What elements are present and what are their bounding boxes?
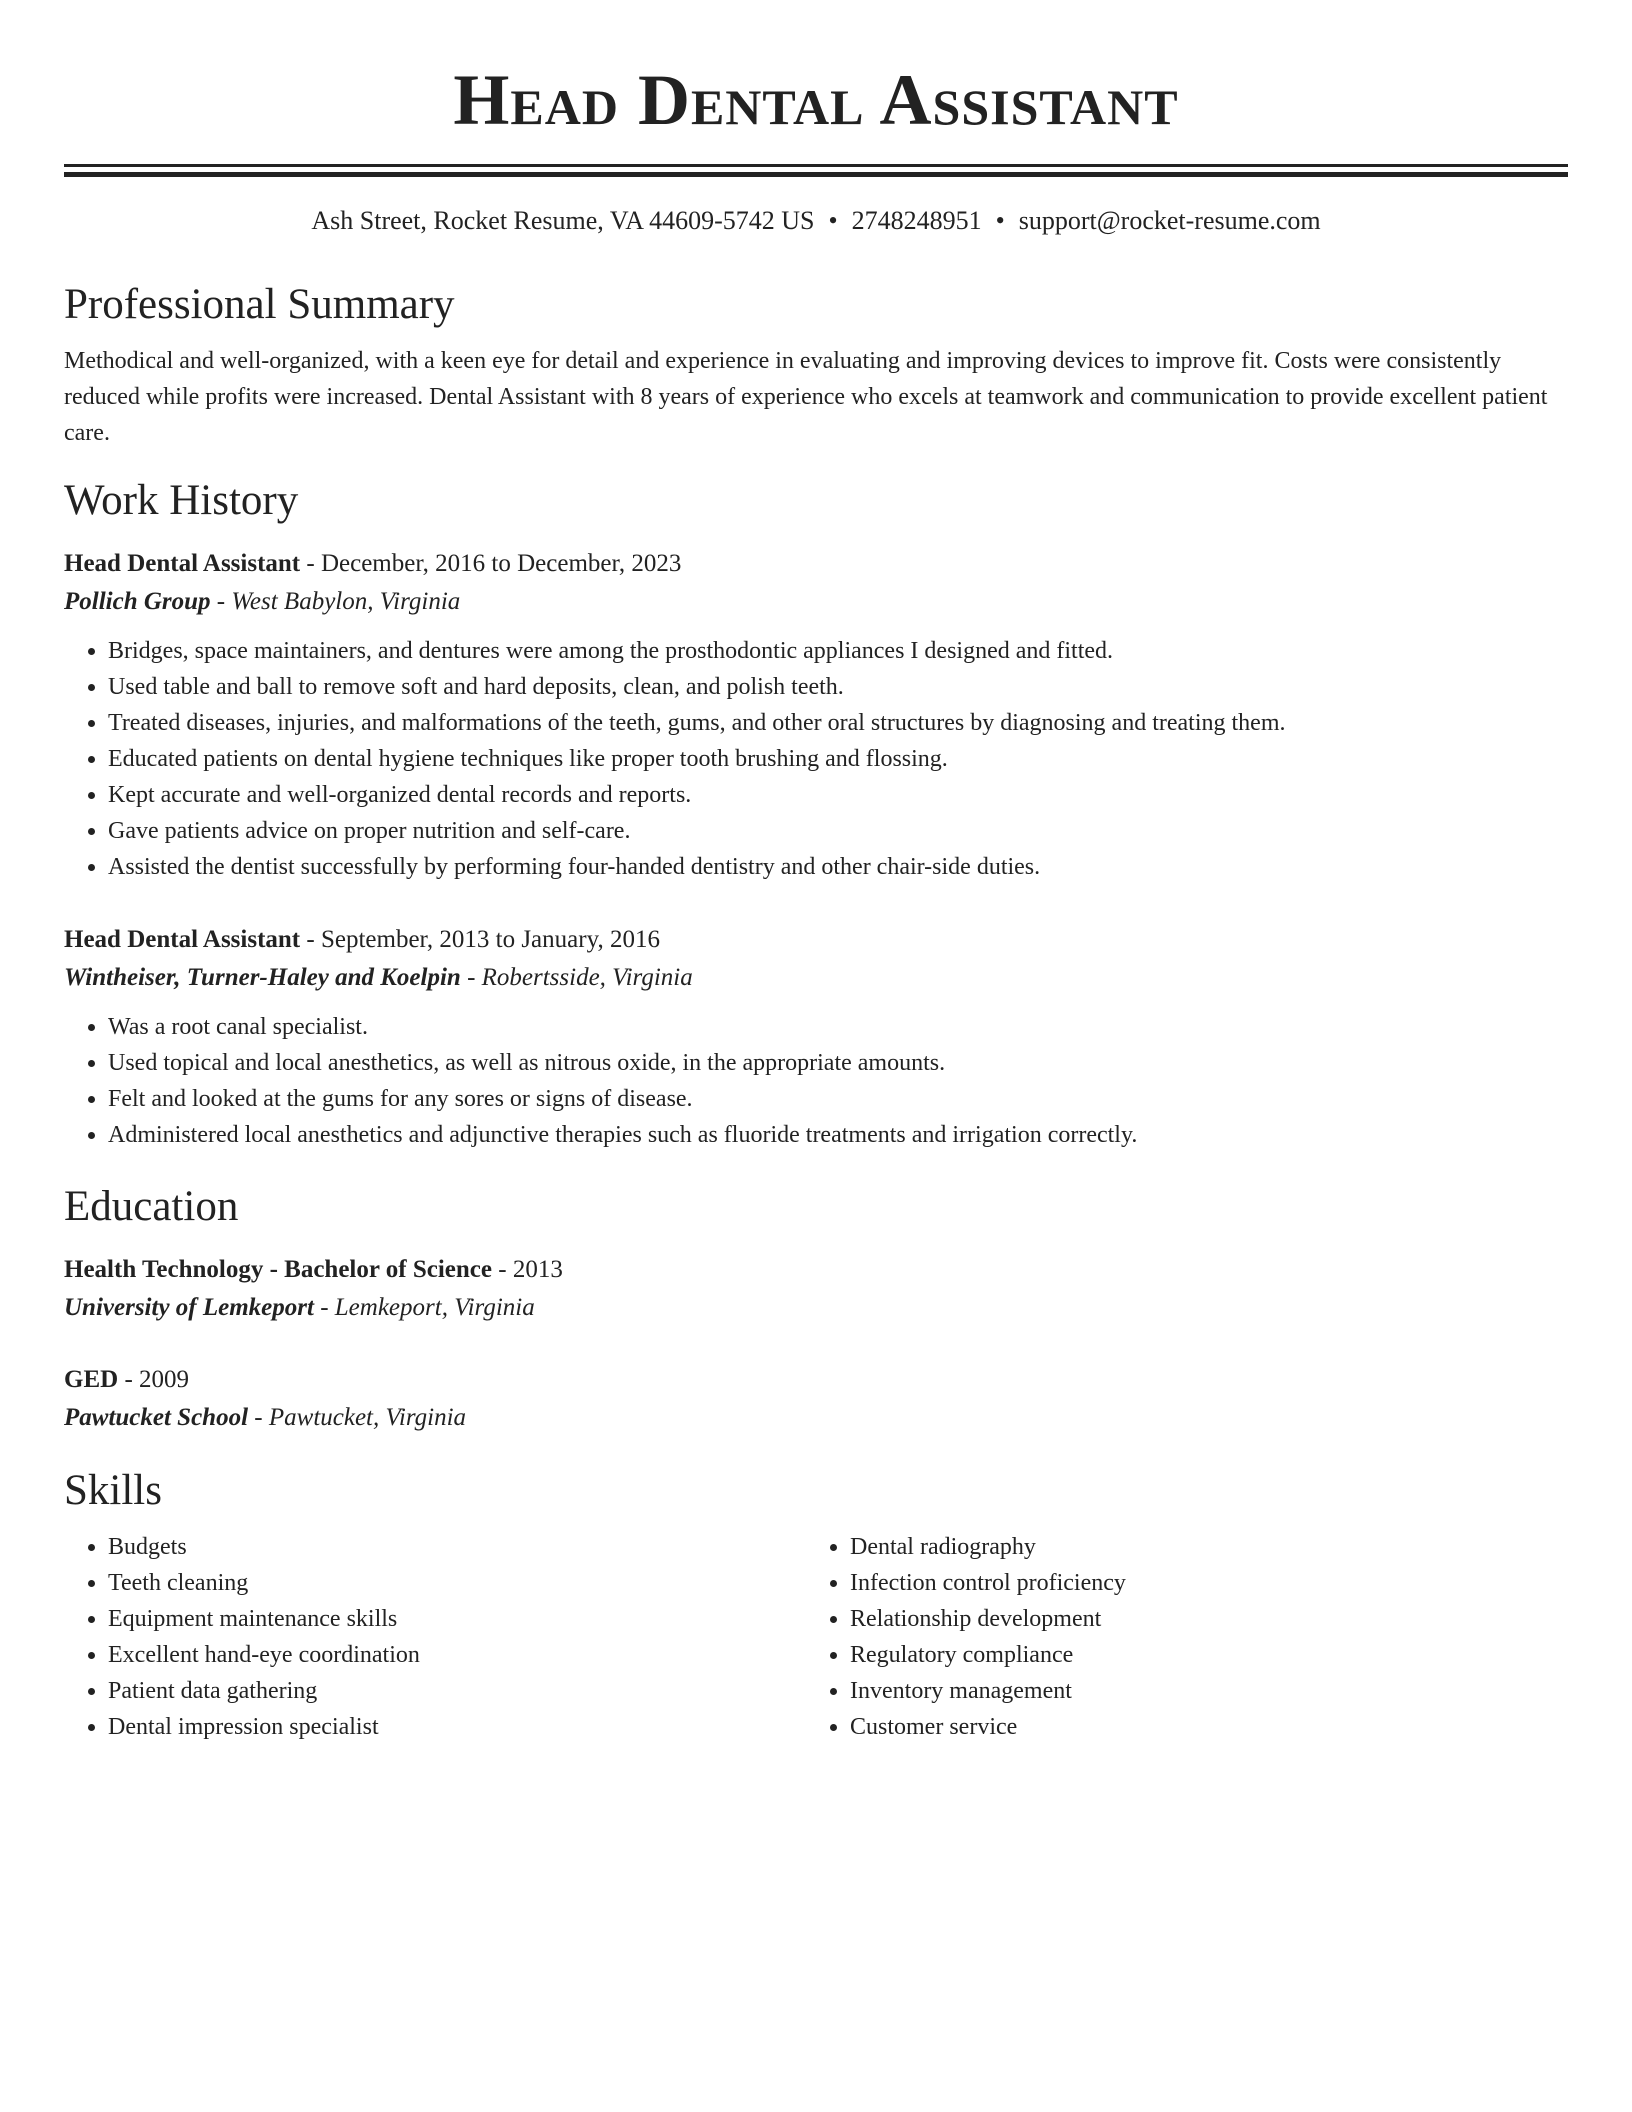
list-item: • Assisted the dentist successfully by performing four-handed dentistry and other chair-side duties. — [108, 849, 1568, 885]
resume-page — [64, 0, 1568, 1745]
skill-item: • Teeth cleaning — [108, 1565, 806, 1601]
job-location: - Robertsside, Virginia — [460, 964, 693, 991]
job-company-line — [64, 583, 1568, 621]
education-school-line — [64, 1399, 1568, 1437]
list-item: • Used table and ball to remove soft and hard deposits, clean, and polish teeth. — [108, 669, 1568, 705]
job-bullets — [64, 633, 1568, 885]
job-title-line — [64, 921, 1568, 959]
contact-email: support@rocket-resume.com — [1018, 206, 1321, 235]
education-degree: Health Technology - Bachelor of Science — [64, 1256, 492, 1283]
skill-item: • Budgets — [108, 1529, 806, 1565]
job-company: Pollich Group — [64, 588, 211, 615]
contact-separator: • — [995, 206, 1005, 235]
skill-item: • Dental impression specialist — [108, 1709, 806, 1745]
skills-grid — [64, 1529, 1568, 1745]
list-item: • Bridges, space maintainers, and dentures were among the prosthodontic appliances I designed and fitted. — [108, 633, 1568, 669]
list-item: • Felt and looked at the gums for any sores or signs of disease. — [108, 1081, 1568, 1117]
education-degree: GED — [64, 1366, 119, 1393]
contact-phone: 2748248951 — [851, 206, 982, 235]
title-rule-top — [64, 164, 1568, 167]
work-history-heading: Work History — [64, 477, 299, 524]
job-title-line — [64, 545, 1568, 583]
job-bullets — [64, 1009, 1568, 1153]
education-entry — [64, 1361, 1568, 1437]
summary-text: Methodical and well-organized, with a keen eye for detail and experience in evaluating and improving devices to improve fit. Costs were consistently reduced while profits were increased. Dental Assistant with 8 years of experience who excels at teamwork and communication to provide excellent patient care. — [64, 348, 1548, 446]
education-degree-line — [64, 1251, 1568, 1289]
skill-item: • Equipment maintenance skills — [108, 1601, 806, 1637]
job-entry — [64, 545, 1568, 885]
skill-item: • Dental radiography — [850, 1529, 1548, 1565]
skills-column-left — [64, 1529, 806, 1745]
job-title: Head Dental Assistant — [64, 550, 301, 577]
job-location: - West Babylon, Virginia — [210, 588, 461, 615]
education-school: Pawtucket School — [64, 1404, 249, 1431]
job-company-line — [64, 959, 1568, 997]
education-entry — [64, 1251, 1568, 1327]
education-school: University of Lemkeport — [64, 1294, 314, 1321]
skill-item: • Regulatory compliance — [850, 1637, 1548, 1673]
skills-column-right — [806, 1529, 1548, 1745]
education-location: - Lemkeport, Virginia — [313, 1294, 535, 1321]
job-entry — [64, 921, 1568, 1153]
resume-title: Head Dental Assistant — [453, 60, 1179, 140]
list-item: • Kept accurate and well-organized dental records and reports. — [108, 777, 1568, 813]
education-year: - 2013 — [492, 1256, 563, 1283]
list-item: • Was a root canal specialist. — [108, 1009, 1568, 1045]
title-rule-bottom — [64, 172, 1568, 177]
education-degree-line — [64, 1361, 1568, 1399]
job-dates: - September, 2013 to January, 2016 — [300, 926, 660, 953]
job-title: Head Dental Assistant — [64, 926, 301, 953]
job-dates: - December, 2016 to December, 2023 — [300, 550, 682, 577]
education-year: - 2009 — [118, 1366, 190, 1393]
list-item: • Gave patients advice on proper nutrition and self-care. — [108, 813, 1568, 849]
education-school-line — [64, 1289, 1568, 1327]
summary-heading: Professional Summary — [64, 281, 455, 328]
skill-item: • Customer service — [850, 1709, 1548, 1745]
job-company: Wintheiser, Turner-Haley and Koelpin — [64, 964, 461, 991]
skill-item: • Relationship development — [850, 1601, 1548, 1637]
list-item: • Educated patients on dental hygiene techniques like proper tooth brushing and flossing. — [108, 741, 1568, 777]
education-heading: Education — [64, 1183, 239, 1230]
education-location: - Pawtucket, Virginia — [248, 1404, 467, 1431]
contact-line — [64, 203, 1568, 239]
list-item: • Treated diseases, injuries, and malformations of the teeth, gums, and other oral structures by diagnosing and treating them. — [108, 705, 1568, 741]
skills-heading: Skills — [64, 1467, 162, 1514]
skill-item: • Inventory management — [850, 1673, 1548, 1709]
skill-item: • Patient data gathering — [108, 1673, 806, 1709]
skill-item: • Excellent hand-eye coordination — [108, 1637, 806, 1673]
contact-address: Ash Street, Rocket Resume, VA 44609-5742 US — [311, 206, 815, 235]
contact-separator: • — [828, 206, 838, 235]
list-item: • Administered local anesthetics and adjunctive therapies such as fluoride treatments and irrigation correctly. — [108, 1117, 1568, 1153]
skill-item: • Infection control proficiency — [850, 1565, 1548, 1601]
list-item: • Used topical and local anesthetics, as well as nitrous oxide, in the appropriate amounts. — [108, 1045, 1568, 1081]
